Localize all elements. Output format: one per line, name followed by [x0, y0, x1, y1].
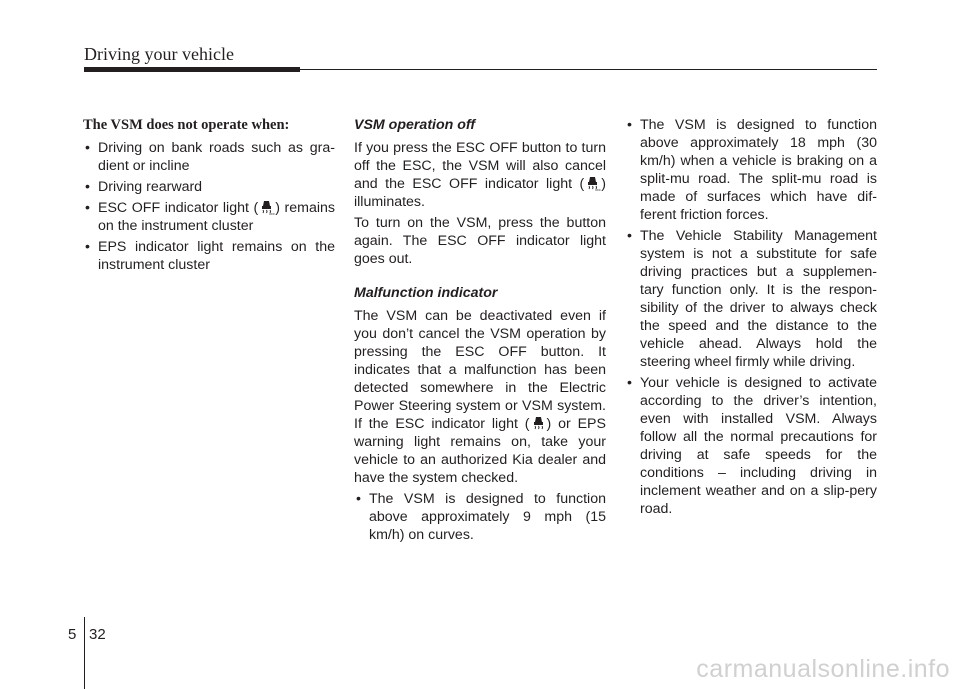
- list-item: • The VSM is designed to function above approximately 9 mph (15 km/h) on curves.: [354, 490, 606, 544]
- malfunction-indicator-title: Malfunction indicator: [354, 285, 498, 301]
- chapter-number: 5: [68, 626, 77, 643]
- list-item: • ESC OFF indicator light ( OFF ) remains on the instrument cluster: [83, 199, 335, 235]
- list-item: • Driving rearward: [83, 178, 335, 196]
- esc-off-icon: [260, 200, 276, 216]
- list-item: • Driving on bank roads such as gra-dient or incline: [83, 139, 335, 175]
- malfunction-paragraph: The VSM can be deactivated even if you don’t cancel the VSM operation by pressing the ESC OFF button. It indicates that a malfunction has been detected somewhere in the Electric Power Steering system or VSM system. If the ESC indicator light ( ) or EPS warning light remains on, take your vehicle to an authorized Kia dealer and have the system checked.: [354, 308, 606, 486]
- list-item: • Your vehicle is designed to activate according to the driver’s intention, even with installed VSM. Always follow all the normal precautions for driving at safe speeds for the conditions – including driving in inclement weather and on a slip-pery road.: [625, 374, 877, 518]
- vsm-inactive-list: [83, 139, 335, 274]
- page-header-title: Driving your vehicle: [84, 44, 234, 64]
- vsm-on-paragraph: To turn on the VSM, press the button again. The ESC OFF indicator light goes out.: [354, 215, 606, 267]
- header-bar: [84, 67, 300, 72]
- column-3: [625, 116, 877, 521]
- vsm-operation-off-title: VSM operation off: [354, 117, 476, 133]
- svg-text:OFF: OFF: [595, 187, 602, 192]
- vsm-inactive-heading: The VSM does not operate when:: [83, 117, 290, 133]
- esc-indicator-icon: [532, 416, 545, 431]
- footer-divider: [84, 617, 85, 689]
- vsm-curve-list: [354, 490, 606, 544]
- header-rule: [300, 69, 877, 70]
- vsm-off-paragraph: If you press the ESC OFF button to turn off the ESC, the VSM will also cancel and the ESC OFF indicator light ( OFF ) illuminates.: [354, 140, 606, 210]
- list-item: • The VSM is designed to function above approximately 18 mph (30 km/h) when a vehicle is braking on a split-mu road. The split-mu road is made of surfaces which have dif-ferent friction forces.: [625, 116, 877, 224]
- watermark: carmanualsonline.info: [696, 655, 950, 683]
- svg-text:OFF: OFF: [269, 211, 276, 216]
- vsm-notes-list: [625, 116, 877, 518]
- esc-off-icon: [586, 176, 602, 192]
- list-item: • EPS indicator light remains on the instrument cluster: [83, 238, 335, 274]
- list-item: • The Vehicle Stability Management system is not a substitute for safe driving practices but a supplemen-tary function only. It is the respon-sibility of the driver to always check the speed and the distance to the vehicle ahead. Always hold the steering wheel firmly while driving.: [625, 227, 877, 371]
- page-number: 32: [89, 626, 106, 643]
- column-2: [354, 116, 606, 547]
- column-1: [83, 116, 335, 277]
